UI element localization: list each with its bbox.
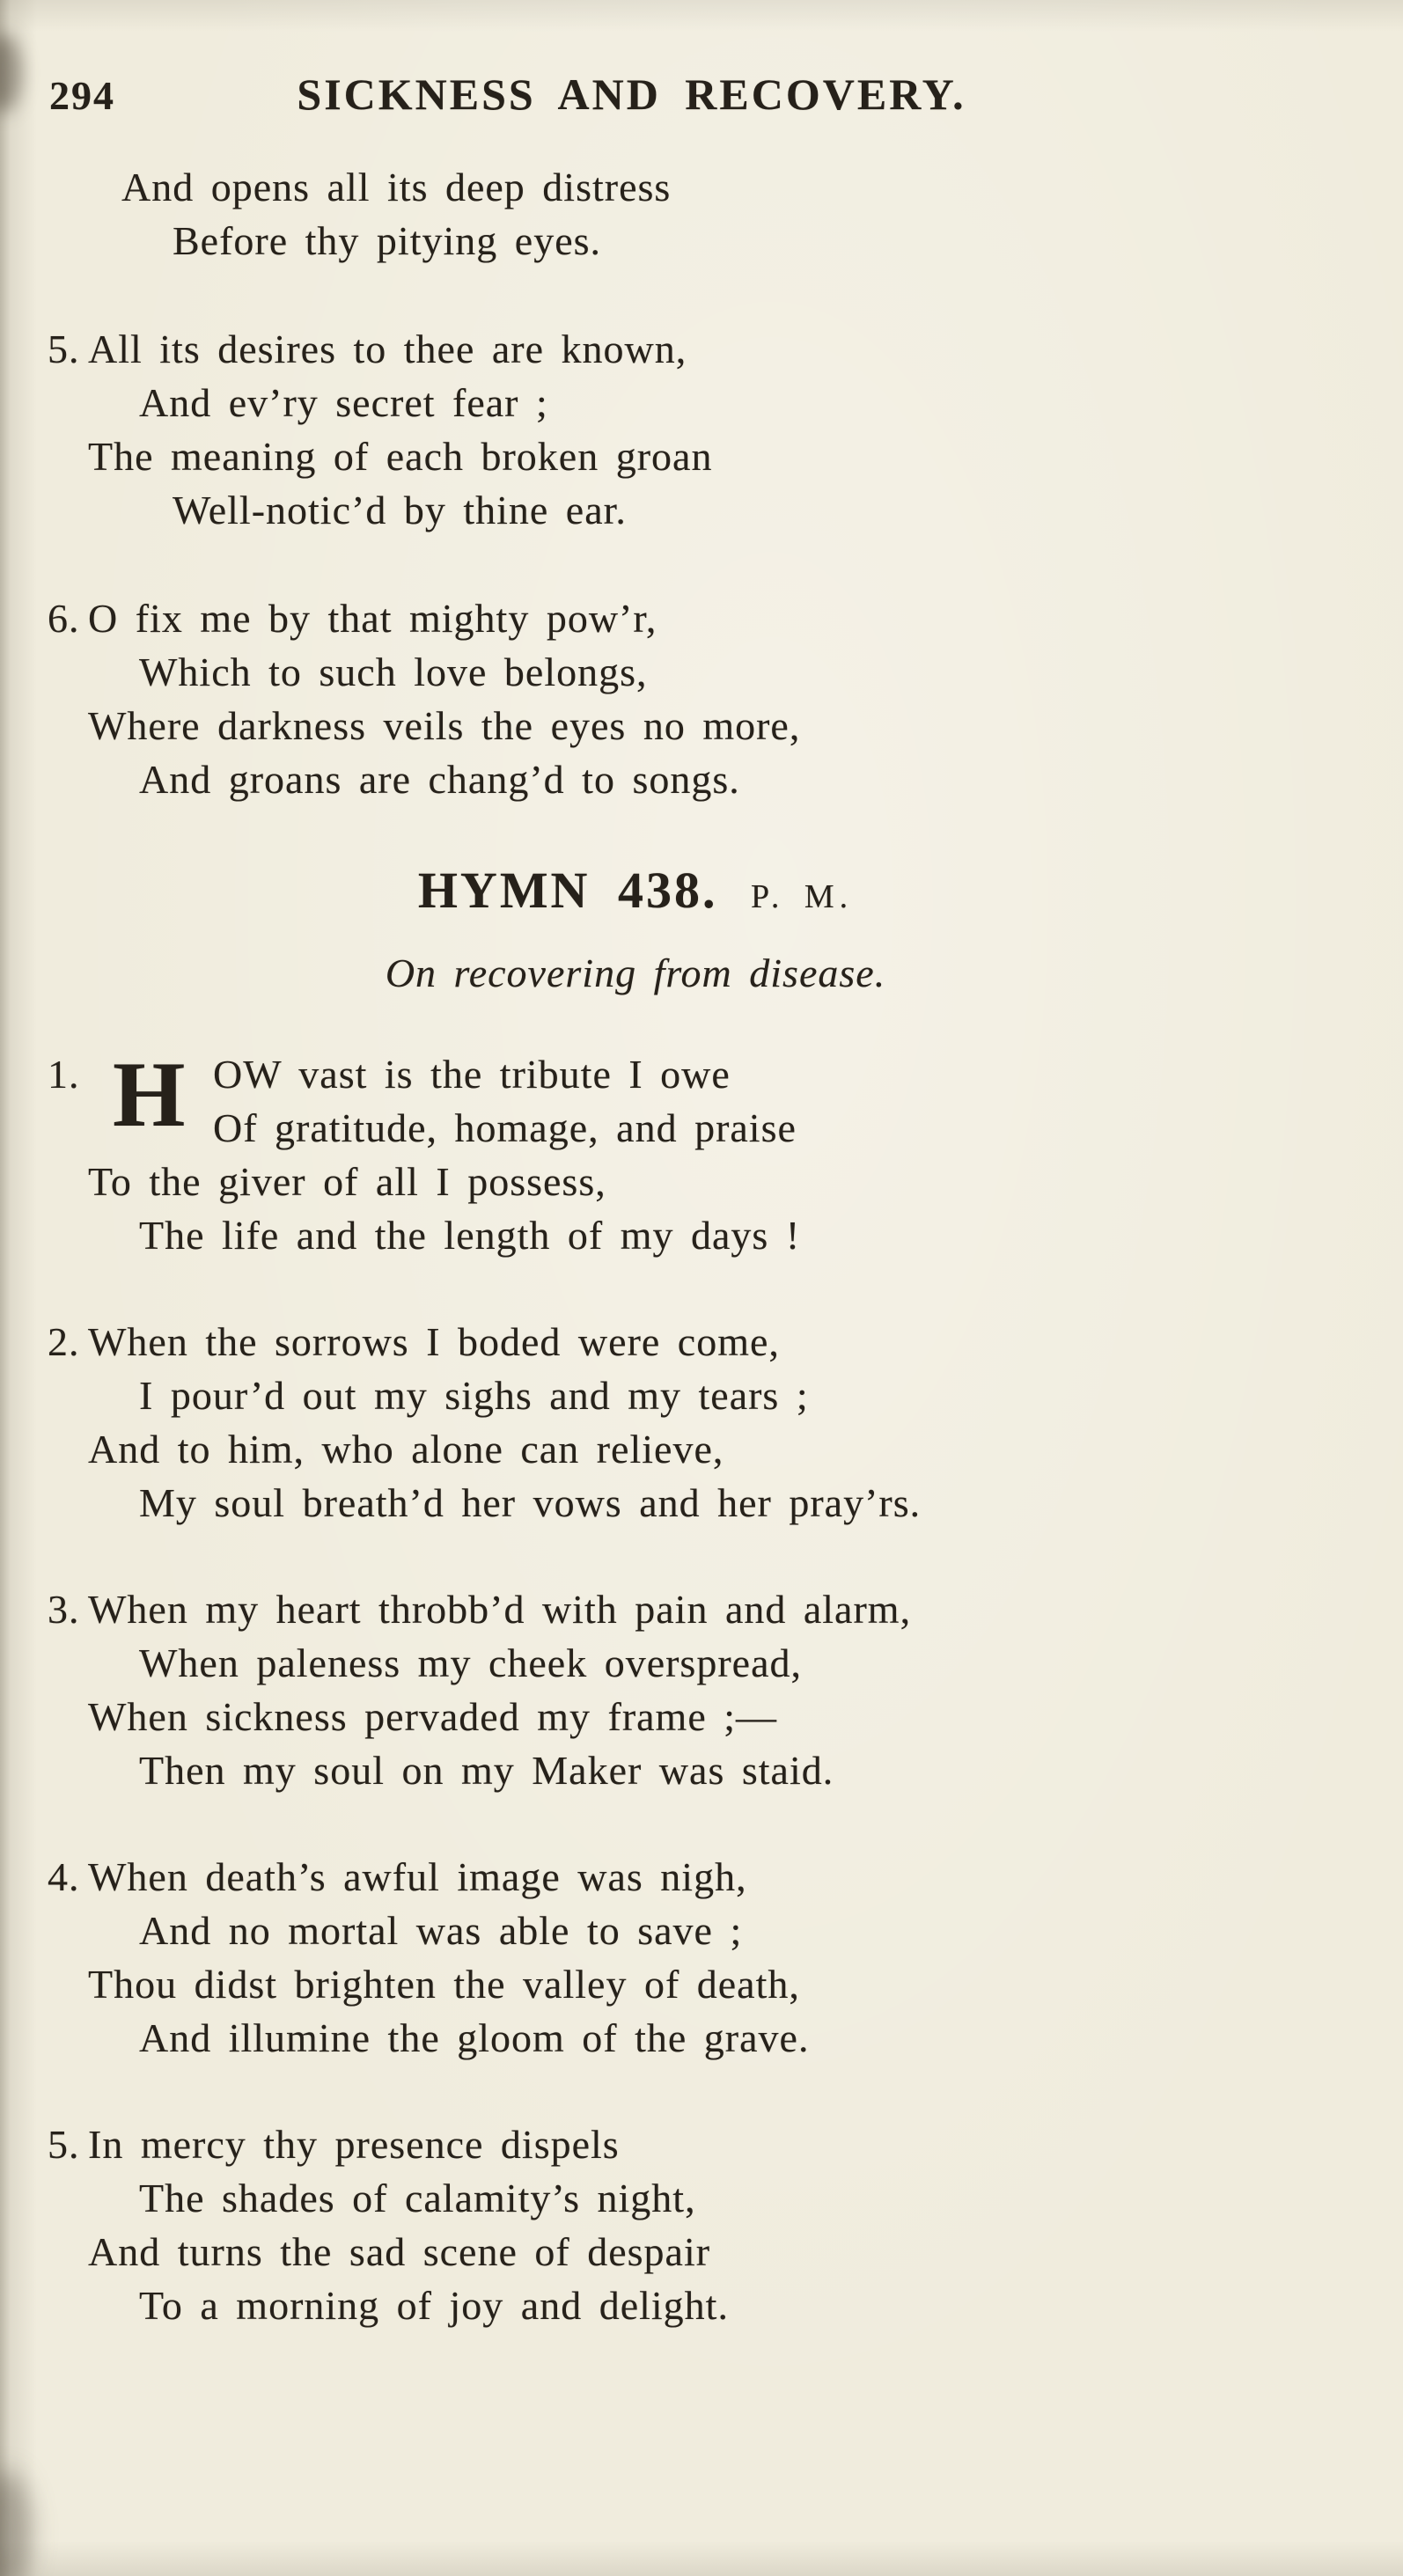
verse-line: Where darkness veils the eyes no more, bbox=[88, 703, 801, 748]
hymn-meter: P. M. bbox=[750, 878, 854, 915]
hymn-subtitle: On recovering from disease. bbox=[385, 950, 886, 995]
verse-line: My soul breath’d her vows and her pray’rs. bbox=[139, 1480, 922, 1525]
stanza-number: 5. bbox=[48, 2122, 80, 2167]
verse-line: Before thy pitying eyes. bbox=[173, 218, 602, 263]
verse-line: To the giver of all I possess, bbox=[88, 1159, 606, 1204]
stanza bbox=[48, 2117, 1341, 2332]
verse-line: When paleness my cheek overspread, bbox=[139, 1640, 802, 1685]
hymn-stanzas bbox=[48, 1043, 1341, 2332]
verse-line: When sickness pervaded my frame ;— bbox=[88, 1694, 778, 1739]
page-content bbox=[0, 120, 1403, 2332]
verse-line: And turns the sad scene of despair bbox=[88, 2229, 711, 2274]
scan-bottom-smudge bbox=[0, 2470, 32, 2576]
verse-line: All its desires to thee are known, bbox=[88, 327, 687, 371]
verse-line: The meaning of each broken groan bbox=[88, 434, 713, 479]
verse-line: And ev’ry secret fear ; bbox=[139, 380, 548, 425]
verse-line: Well-notic’d by thine ear. bbox=[173, 488, 627, 532]
verse-line: I pour’d out my sighs and my tears ; bbox=[139, 1373, 809, 1418]
verse-line: To a morning of joy and delight. bbox=[139, 2283, 729, 2328]
verse-line: When the sorrows I boded were come, bbox=[88, 1319, 780, 1364]
stanza bbox=[121, 160, 1341, 268]
verse-line: Which to such love belongs, bbox=[139, 650, 648, 694]
page-number: 294 bbox=[49, 73, 115, 118]
stanza bbox=[48, 591, 1341, 806]
stanza bbox=[48, 322, 1341, 537]
stanza-number: 1. bbox=[48, 1052, 80, 1097]
stanza bbox=[48, 1315, 1341, 1530]
verse-line: O fix me by that mighty pow’r, bbox=[88, 596, 657, 641]
stanza-number: 2. bbox=[48, 1319, 80, 1364]
stanza bbox=[48, 1043, 1341, 1262]
verse-line: Thou didst brighten the valley of death, bbox=[88, 1962, 800, 2007]
verse-line: When death’s awful image was nigh, bbox=[88, 1854, 747, 1899]
stanza bbox=[48, 1850, 1341, 2065]
stanza-number: 4. bbox=[48, 1854, 80, 1899]
verse-line: And groans are chang’d to songs. bbox=[139, 757, 740, 802]
verse-line: And illumine the gloom of the grave. bbox=[139, 2015, 810, 2060]
verse-line: The shades of calamity’s night, bbox=[139, 2176, 696, 2220]
stanza-number: 5. bbox=[48, 327, 80, 371]
verse-line: Then my soul on my Maker was staid. bbox=[139, 1748, 834, 1793]
verse-line: And no mortal was able to save ; bbox=[139, 1908, 743, 1953]
top-stanzas bbox=[48, 160, 1341, 806]
stanza bbox=[48, 1582, 1341, 1797]
stanza-number: 3. bbox=[48, 1587, 80, 1632]
hymn-title: HYMN 438. bbox=[417, 862, 718, 919]
stanza-number: 6. bbox=[48, 596, 80, 641]
verse-line: When my heart throbb’d with pain and alarm, bbox=[88, 1587, 912, 1632]
verse-line: And to him, who alone can relieve, bbox=[88, 1427, 724, 1471]
verse-line: OW vast is the tribute I owe bbox=[213, 1052, 731, 1097]
page-header bbox=[0, 0, 1403, 120]
verse-line: In mercy thy presence dispels bbox=[88, 2122, 620, 2167]
hymn-heading bbox=[88, 861, 1183, 920]
verse-line: And opens all its deep distress bbox=[121, 165, 672, 209]
verse-line: The life and the length of my days ! bbox=[139, 1213, 801, 1258]
running-title: SICKNESS AND RECOVERY. bbox=[297, 70, 966, 119]
drop-cap-initial: H bbox=[113, 1043, 186, 1146]
verse-line: Of gratitude, homage, and praise bbox=[213, 1105, 797, 1150]
